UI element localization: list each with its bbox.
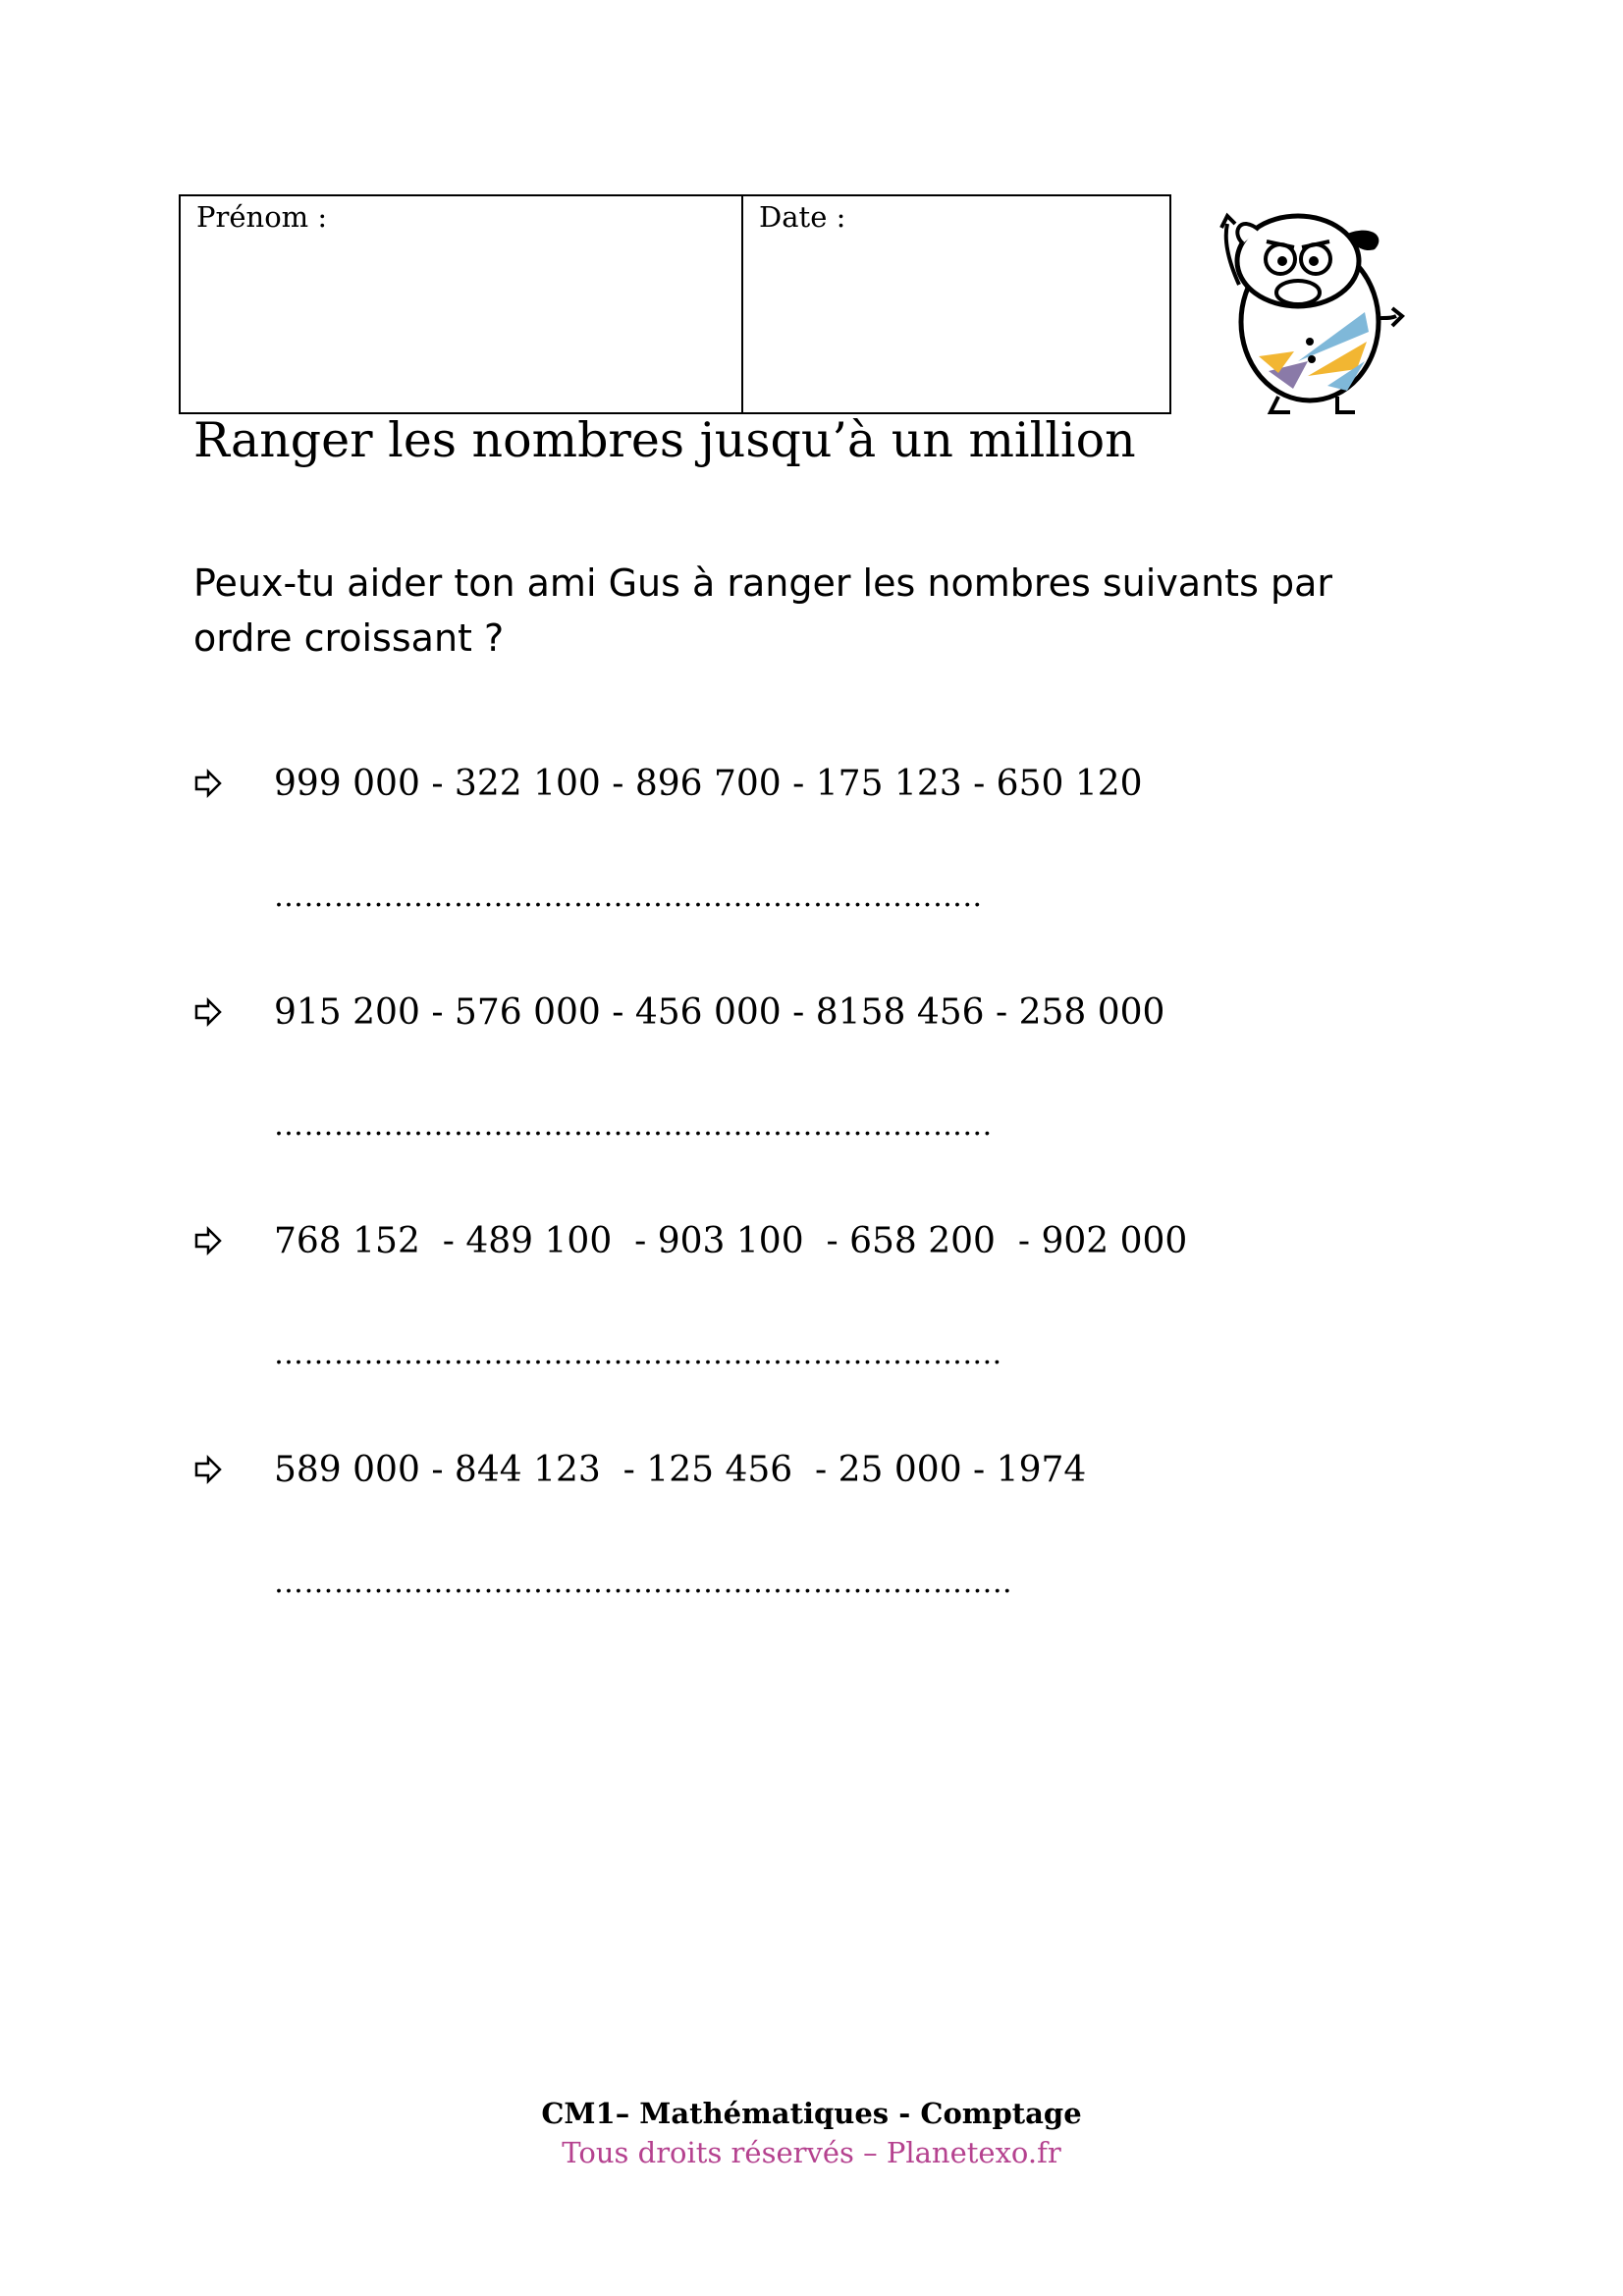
date-cell[interactable]	[743, 196, 1169, 412]
answer-line[interactable]: ……………………………………………………………....	[274, 1337, 1002, 1371]
footer-subject: CM1– Mathématiques - Comptage	[541, 2097, 1082, 2130]
right-arrow-icon	[193, 1450, 223, 1489]
gus-sheep-mascot-icon	[1200, 194, 1410, 416]
numbers-to-sort: 589 000 - 844 123 - 125 456 - 25 000 - 1974	[274, 1450, 1087, 1490]
numbers-to-sort: 768 152 - 489 100 - 903 100 - 658 200 - 902 000	[274, 1221, 1188, 1261]
page-title: Ranger les nombres jusqu’à un million	[193, 412, 1136, 468]
answer-line[interactable]: ………………………………………………………………..	[274, 1566, 1013, 1600]
right-arrow-icon	[193, 1221, 223, 1260]
footer-rights: Tous droits réservés – Planetexo.fr	[562, 2136, 1061, 2169]
first-name-cell[interactable]	[181, 196, 743, 412]
first-name-label: Prénom :	[196, 200, 328, 234]
right-arrow-icon	[193, 992, 223, 1032]
answer-line[interactable]: ……………………………………………………………...	[274, 1108, 993, 1143]
answer-line[interactable]: ……………………………………………………………..	[274, 880, 983, 914]
numbers-to-sort: 915 200 - 576 000 - 456 000 - 8158 456 - 258 000	[274, 992, 1165, 1033]
date-label: Date :	[759, 200, 846, 234]
instructions-text: Peux-tu aider ton ami Gus à ranger les nombres suivants par ordre croissant ?	[193, 561, 1332, 660]
numbers-to-sort: 999 000 - 322 100 - 896 700 - 175 123 - 650 120	[274, 764, 1143, 804]
right-arrow-icon	[193, 764, 223, 803]
name-date-box	[179, 194, 1171, 414]
